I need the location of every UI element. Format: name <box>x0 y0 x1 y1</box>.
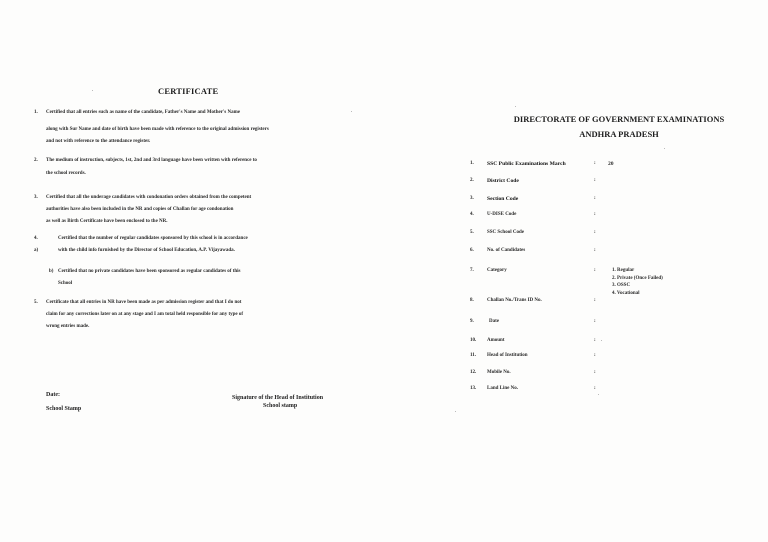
field-number: 1. <box>470 161 474 166</box>
field-colon: : <box>594 268 596 273</box>
item-line: along with Sur Name and date of birth have been made with reference to the original admission registers <box>46 127 269 132</box>
field-number: 5. <box>470 230 474 235</box>
field-colon: : <box>594 338 596 343</box>
certificate-title: CERTIFICATE <box>158 86 219 96</box>
field-label: Head of Institution <box>487 353 528 358</box>
category-option: 3. OSSC <box>612 283 631 288</box>
field-colon: : <box>594 370 596 375</box>
field-number: 6. <box>470 248 474 253</box>
field-number: 13. <box>470 386 477 391</box>
field-value: 20 <box>608 161 614 167</box>
field-label: Section Code <box>487 196 519 202</box>
field-label: Date <box>489 319 499 324</box>
directorate-title: DIRECTORATE OF GOVERNMENT EXAMINATIONS <box>513 114 725 124</box>
field-label: SSC School Code <box>487 230 524 235</box>
field-number: 7. <box>470 268 474 273</box>
field-colon: : <box>594 248 596 253</box>
item-number: b) <box>49 269 54 274</box>
item-line: Certified that all the underage candidates with condonation orders obtained from the competent <box>46 195 252 200</box>
category-option: 4. Vocational <box>612 290 640 296</box>
field-number: 12. <box>470 370 477 375</box>
field-number: 11. <box>470 353 476 358</box>
field-colon: : <box>594 161 596 166</box>
item-line: School <box>58 281 73 286</box>
field-colon: : <box>594 178 596 183</box>
item-line: with the child info furnished by the Director of School Education, A.P. Vijayawada. <box>58 248 235 253</box>
scan-speck <box>92 90 93 91</box>
field-label: Amount <box>487 338 505 343</box>
field-label: District Code <box>487 178 519 184</box>
item-line: Certificate that all entries in NR have been made as per admission register and that I do not <box>46 300 242 305</box>
scan-speck <box>515 106 516 107</box>
item-line: wrong entries made. <box>46 324 90 329</box>
date-label: Date: <box>46 392 60 398</box>
category-options <box>612 267 663 297</box>
item-number: 5. <box>34 300 38 305</box>
field-colon: : <box>594 196 596 201</box>
item-line: as well as Birth Certificate have been enclosed to the NR. <box>46 219 168 224</box>
state-title: ANDHRA PRADESH <box>579 129 659 139</box>
field-number: 2. <box>470 178 474 183</box>
item-line: and not with reference to the attendance register. <box>46 139 151 144</box>
item-line: The medium of instruction, subjects, 1st, 2nd and 3rd language have been written with reference to <box>46 158 257 163</box>
item-number: 3. <box>34 195 38 200</box>
field-colon: : <box>594 319 596 324</box>
signature-stamp-label: School stamp <box>263 403 298 409</box>
field-colon: : <box>594 230 596 235</box>
item-number: 4. a) <box>34 236 39 253</box>
item-line: Certified that the number of regular candidates sponsored by this school is in accordance <box>58 236 248 241</box>
school-stamp-label: School Stamp <box>46 406 82 412</box>
field-number: 9. <box>470 319 474 324</box>
item-line: Certified that all entries such as name of the candidate, Father's Name and Mother's Name <box>46 110 241 115</box>
field-colon: : <box>594 353 596 358</box>
item-line: authorities have also been included in the NR and copies of Challan for age condonation <box>46 207 234 212</box>
field-colon: : <box>594 298 596 303</box>
field-number: 3. <box>470 196 474 201</box>
field-label: Mobile No. <box>487 370 511 375</box>
field-label: Category <box>487 268 507 273</box>
category-option: 1. Regular <box>612 268 635 273</box>
field-colon: : <box>594 212 596 217</box>
category-option: 2. Private (Once Failed) <box>612 275 663 281</box>
field-label: U-DISE Code <box>487 212 517 217</box>
field-label: Challan No./Trans ID No. <box>487 298 542 303</box>
field-label: SSC Public Examinations March <box>487 161 566 167</box>
scan-speck <box>455 411 456 412</box>
field-colon: : <box>594 386 596 391</box>
item-line: Certified that no private candidates have been sponsored as regular candidates of this <box>58 269 241 274</box>
field-label: Land Line No. <box>487 386 518 391</box>
scan-speck <box>664 148 665 149</box>
signature-label: Signature of the Head of Institution <box>232 395 324 401</box>
scan-speck <box>598 394 599 395</box>
scan-speck <box>601 340 602 341</box>
item-line: the school records. <box>46 171 86 176</box>
item-number: 1. <box>34 110 38 115</box>
directorate-heading <box>504 112 734 142</box>
field-number: 8. <box>470 298 474 303</box>
field-label: No. of Candidates <box>487 248 526 253</box>
item-number: 2. <box>34 158 38 163</box>
field-number: 10. <box>470 338 477 343</box>
field-number: 4. <box>470 212 474 217</box>
item-line: claim for any corrections later on at any stage and I am total held responsible for any type of <box>46 312 244 317</box>
scan-speck <box>351 111 352 112</box>
